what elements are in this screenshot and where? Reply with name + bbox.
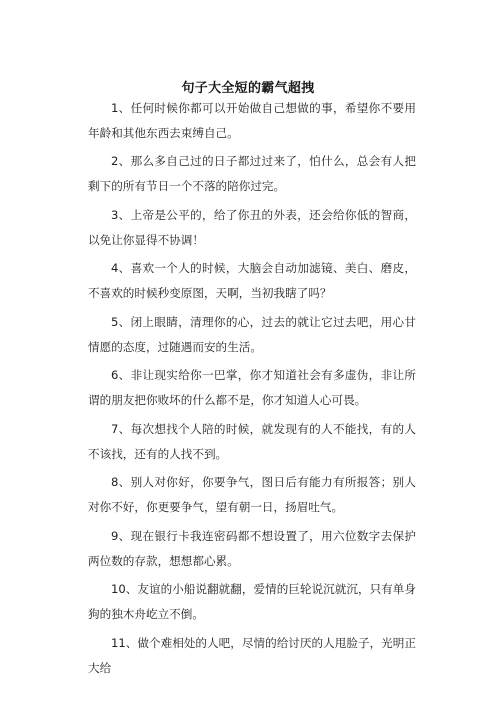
paragraph-9: 9、现在银行卡我连密码都不想设置了，用六位数字去保护两位数的存款，想想都心累。 bbox=[88, 529, 416, 568]
paragraph-1: 1、任何时候你都可以开始做自己想做的事，希望你不要用年龄和其他东西去束缚自己。 bbox=[88, 101, 416, 140]
paragraph-2: 2、那么多自己过的日子都过过来了，怕什么，总会有人把剩下的所有节日一个不落的陪你过完。 bbox=[88, 154, 416, 193]
paragraph-3: 3、上帝是公平的，给了你丑的外表，还会给你低的智商，以免让你显得不协调！ bbox=[88, 208, 416, 247]
paragraph-8: 8、别人对你好，你要争气，图日后有能力有所报答；别人对你不好，你更要争气，望有朝一日，扬眉吐气。 bbox=[88, 475, 416, 514]
paragraph-5: 5、闭上眼睛，清理你的心，过去的就让它过去吧，用心甘情愿的态度，过随遇而安的生活。 bbox=[88, 315, 416, 354]
document-title: 句子大全短的霸气超拽 bbox=[181, 81, 315, 96]
paragraph-10: 10、友谊的小船说翻就翻，爱情的巨轮说沉就沉，只有单身狗的独木舟屹立不倒。 bbox=[88, 582, 416, 621]
paragraph-7: 7、每次想找个人陪的时候，就发现有的人不能找，有的人不该找，还有的人找不到。 bbox=[88, 422, 416, 461]
paragraph-6: 6、非让现实给你一巴掌，你才知道社会有多虚伪，非让所谓的朋友把你败坏的什么都不是，你才知道人心可畏。 bbox=[88, 368, 416, 407]
paragraph-4: 4、喜欢一个人的时候，大脑会自动加滤镜、美白、磨皮，不喜欢的时候秒变原图，天啊，当初我瞎了吗？ bbox=[88, 261, 416, 300]
paragraph-11: 11、做个难相处的人吧，尽情的给讨厌的人甩脸子，光明正大给 bbox=[88, 636, 416, 675]
